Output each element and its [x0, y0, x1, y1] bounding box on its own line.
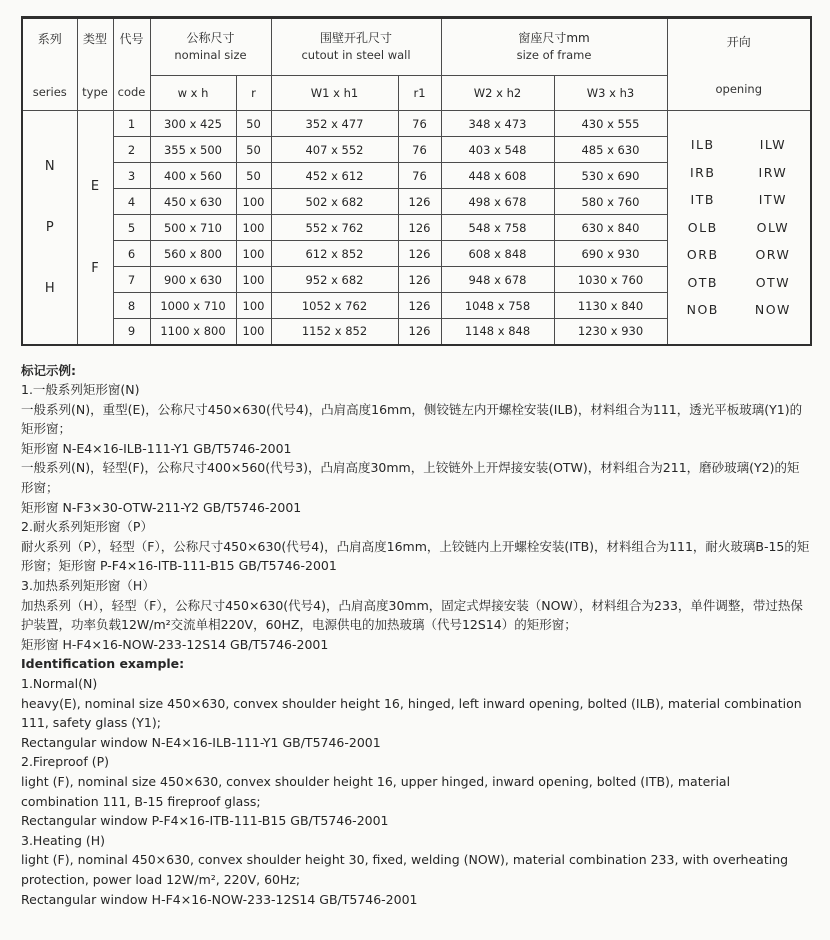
note-line: 矩形窗 N-F3×30-OTW-211-Y2 GB/T5746-2001	[21, 499, 302, 515]
frame-label-en: size of frame	[516, 48, 592, 63]
w3h3-cell: 630 x 840	[554, 215, 667, 241]
w2h2-cell: 608 x 848	[441, 241, 554, 267]
nominal-label-en: nominal size	[174, 48, 247, 63]
r1-cell: 126	[398, 293, 441, 319]
w1h1-cell: 1052 x 762	[271, 293, 398, 319]
r-cell: 50	[236, 137, 271, 163]
opening-column	[667, 111, 811, 345]
note-line: 矩形窗 N-E4×16-ILB-111-Y1 GB/T5746-2001	[21, 440, 292, 456]
r-cell: 100	[236, 293, 271, 319]
w3h3-cell: 530 x 690	[554, 163, 667, 189]
series-value: N	[44, 158, 55, 174]
col-subheader-w2h2: W2 x h2	[441, 76, 554, 111]
w1h1-cell: 352 x 477	[271, 111, 398, 137]
note-line: 3.加热系列矩形窗（H）	[21, 578, 155, 594]
r-cell: 100	[236, 267, 271, 293]
spec-table	[21, 16, 812, 346]
opening-code: ITW	[758, 192, 787, 208]
w3h3-cell: 1230 x 930	[554, 319, 667, 345]
w2h2-cell: 498 x 678	[441, 189, 554, 215]
frame-label-zh: 窗座尺寸mm	[518, 30, 590, 45]
type-label-en: type	[82, 84, 108, 99]
type-column	[77, 111, 113, 345]
opening-code: NOB	[686, 302, 719, 318]
w2h2-cell: 948 x 678	[441, 267, 554, 293]
col-subheader-w1h1: W1 x h1	[271, 76, 398, 111]
r1-cell: 126	[398, 189, 441, 215]
note-line: light (F), nominal 450×630, convex shoulder height 30, fixed, welding (NOW), material combination 233, with overheating protection, power load 12W/m², 220V, 60Hz;	[21, 852, 789, 887]
code-cell: 6	[113, 241, 150, 267]
w1h1-cell: 612 x 852	[271, 241, 398, 267]
series-column	[22, 111, 77, 345]
wh-cell: 1000 x 710	[150, 293, 236, 319]
opening-code: IRB	[690, 164, 716, 180]
series-value: P	[45, 219, 54, 235]
notes-section	[21, 361, 810, 910]
w3h3-cell: 430 x 555	[554, 111, 667, 137]
w3h3-cell: 485 x 630	[554, 137, 667, 163]
note-line: 一般系列(N)，轻型(F)，公称尺寸400×560(代号3)，凸肩高度30mm，上铰链外上开焊接安装(OTW)，材料组合为211，磨砂玻璃(Y2)的矩形窗；	[21, 460, 800, 496]
col-subheader-wh: w x h	[150, 76, 236, 111]
w2h2-cell: 548 x 758	[441, 215, 554, 241]
col-subheader-r1: r1	[398, 76, 441, 111]
w1h1-cell: 1152 x 852	[271, 319, 398, 345]
wh-cell: 355 x 500	[150, 137, 236, 163]
wh-cell: 450 x 630	[150, 189, 236, 215]
note-line: light (F), nominal size 450×630, convex shoulder height 16, upper hinged, inward opening, bolted (ITB), material combination 111, B-15 fireproof glass;	[21, 773, 731, 809]
opening-code: OLB	[687, 219, 718, 235]
type-label-zh: 类型	[82, 31, 107, 46]
code-cell: 8	[113, 293, 150, 319]
note-line: 3.Heating (H)	[21, 832, 106, 848]
note-line: 1.一般系列矩形窗(N)	[21, 382, 140, 398]
wh-cell: 560 x 800	[150, 241, 236, 267]
opening-code: IRW	[758, 164, 788, 180]
code-cell: 7	[113, 267, 150, 293]
series-value: H	[44, 281, 55, 296]
opening-label-zh: 开向	[726, 34, 751, 49]
series-label-en: series	[32, 84, 67, 99]
note-line: Rectangular window H-F4×16-NOW-233-12S14 GB/T5746-2001	[21, 891, 418, 907]
col-header-cutout	[271, 18, 441, 76]
r-cell: 100	[236, 241, 271, 267]
r1-cell: 126	[398, 241, 441, 267]
type-value: E	[90, 178, 100, 194]
w1h1-cell: 407 x 552	[271, 137, 398, 163]
code-label-en: code	[117, 84, 146, 99]
note-line: 2.耐火系列矩形窗（P）	[21, 519, 153, 535]
note-line: 矩形窗 H-F4×16-NOW-233-12S14 GB/T5746-2001	[21, 636, 329, 652]
w1h1-cell: 952 x 682	[271, 267, 398, 293]
w3h3-cell: 580 x 760	[554, 189, 667, 215]
r-cell: 50	[236, 111, 271, 137]
code-cell: 1	[113, 111, 150, 137]
opening-label-en: opening	[715, 81, 762, 96]
wh-cell: 300 x 425	[150, 111, 236, 137]
opening-code: ORB	[686, 247, 719, 263]
note-line: 2.Fireproof (P)	[21, 754, 109, 770]
r1-cell: 76	[398, 163, 441, 189]
wh-cell: 1100 x 800	[150, 319, 236, 345]
r1-cell: 76	[398, 111, 441, 137]
r1-cell: 76	[398, 137, 441, 163]
code-label-zh: 代号	[119, 31, 144, 46]
type-value: F	[91, 260, 99, 276]
r-cell: 100	[236, 189, 271, 215]
opening-code: NOW	[754, 302, 791, 318]
cutout-label-en: cutout in steel wall	[301, 48, 411, 63]
col-header-frame-size	[441, 18, 667, 76]
w2h2-cell: 403 x 548	[441, 137, 554, 163]
col-header-nominal-size	[150, 18, 271, 76]
w1h1-cell: 502 x 682	[271, 189, 398, 215]
nominal-label-zh: 公称尺寸	[186, 30, 235, 45]
w1h1-cell: 452 x 612	[271, 163, 398, 189]
col-header-series	[22, 18, 77, 111]
r-cell: 50	[236, 163, 271, 189]
table-row	[22, 111, 811, 137]
opening-code: ILW	[759, 137, 787, 153]
code-cell: 3	[113, 163, 150, 189]
note-line: 耐火系列（P），轻型（F），公称尺寸450×630(代号4)，凸肩高度16mm，上铰链内上开螺栓安装(ITB)，材料组合为111，耐火玻璃B-15的矩形窗；矩形窗 P-F4×16-ITB-111-B15 GB/T5746-2001	[21, 538, 810, 574]
cutout-label-zh: 围壁开孔尺寸	[319, 30, 392, 45]
opening-code: ITB	[690, 192, 715, 208]
opening-code: ILB	[690, 137, 715, 153]
opening-code: OLW	[756, 219, 790, 235]
note-line: 标记示例:	[21, 362, 76, 378]
code-cell: 9	[113, 319, 150, 345]
wh-cell: 500 x 710	[150, 215, 236, 241]
opening-code: ORW	[755, 247, 791, 263]
w3h3-cell: 1030 x 760	[554, 267, 667, 293]
col-header-type	[77, 18, 113, 111]
code-cell: 5	[113, 215, 150, 241]
r1-cell: 126	[398, 319, 441, 345]
note-line: Rectangular window N-E4×16-ILB-111-Y1 GB/T5746-2001	[21, 734, 381, 750]
opening-code: OTW	[755, 274, 791, 290]
col-subheader-r: r	[236, 76, 271, 111]
note-line: heavy(E), nominal size 450×630, convex shoulder height 16, hinged, left inward opening, bolted (ILB), material combination 111, safety glass (Y1);	[21, 695, 802, 731]
w1h1-cell: 552 x 762	[271, 215, 398, 241]
w3h3-cell: 1130 x 840	[554, 293, 667, 319]
col-header-opening	[667, 18, 811, 111]
w2h2-cell: 448 x 608	[441, 163, 554, 189]
r-cell: 100	[236, 215, 271, 241]
code-cell: 4	[113, 189, 150, 215]
wh-cell: 400 x 560	[150, 163, 236, 189]
wh-cell: 900 x 630	[150, 267, 236, 293]
w2h2-cell: 1148 x 848	[441, 319, 554, 345]
note-line: Rectangular window P-F4×16-ITB-111-B15 GB/T5746-2001	[21, 813, 389, 829]
w2h2-cell: 348 x 473	[441, 111, 554, 137]
r-cell: 100	[236, 319, 271, 345]
note-line: 加热系列（H），轻型（F），公称尺寸450×630(代号4)，凸肩高度30mm，固定式焊接安装（NOW），材料组合为233，单件调整，带过热保护装置，功率负载12W/m²交流单相220V，60HZ，电源供电的加热玻璃（代号12S14）的矩形窗；	[21, 597, 803, 633]
r1-cell: 126	[398, 215, 441, 241]
code-cell: 2	[113, 137, 150, 163]
series-label-zh: 系列	[37, 31, 62, 46]
w2h2-cell: 1048 x 758	[441, 293, 554, 319]
w3h3-cell: 690 x 930	[554, 241, 667, 267]
note-line: 1.Normal(N)	[21, 676, 98, 691]
r1-cell: 126	[398, 267, 441, 293]
col-subheader-w3h3: W3 x h3	[554, 76, 667, 111]
note-line: Identification example:	[21, 656, 185, 672]
note-line: 一般系列(N)，重型(E)，公称尺寸450×630(代号4)，凸肩高度16mm，侧铰链左内开螺栓安装(ILB)，材料组合为111，透光平板玻璃(Y1)的矩形窗；	[21, 401, 803, 437]
col-header-code	[113, 18, 150, 111]
opening-code: OTB	[687, 274, 718, 290]
